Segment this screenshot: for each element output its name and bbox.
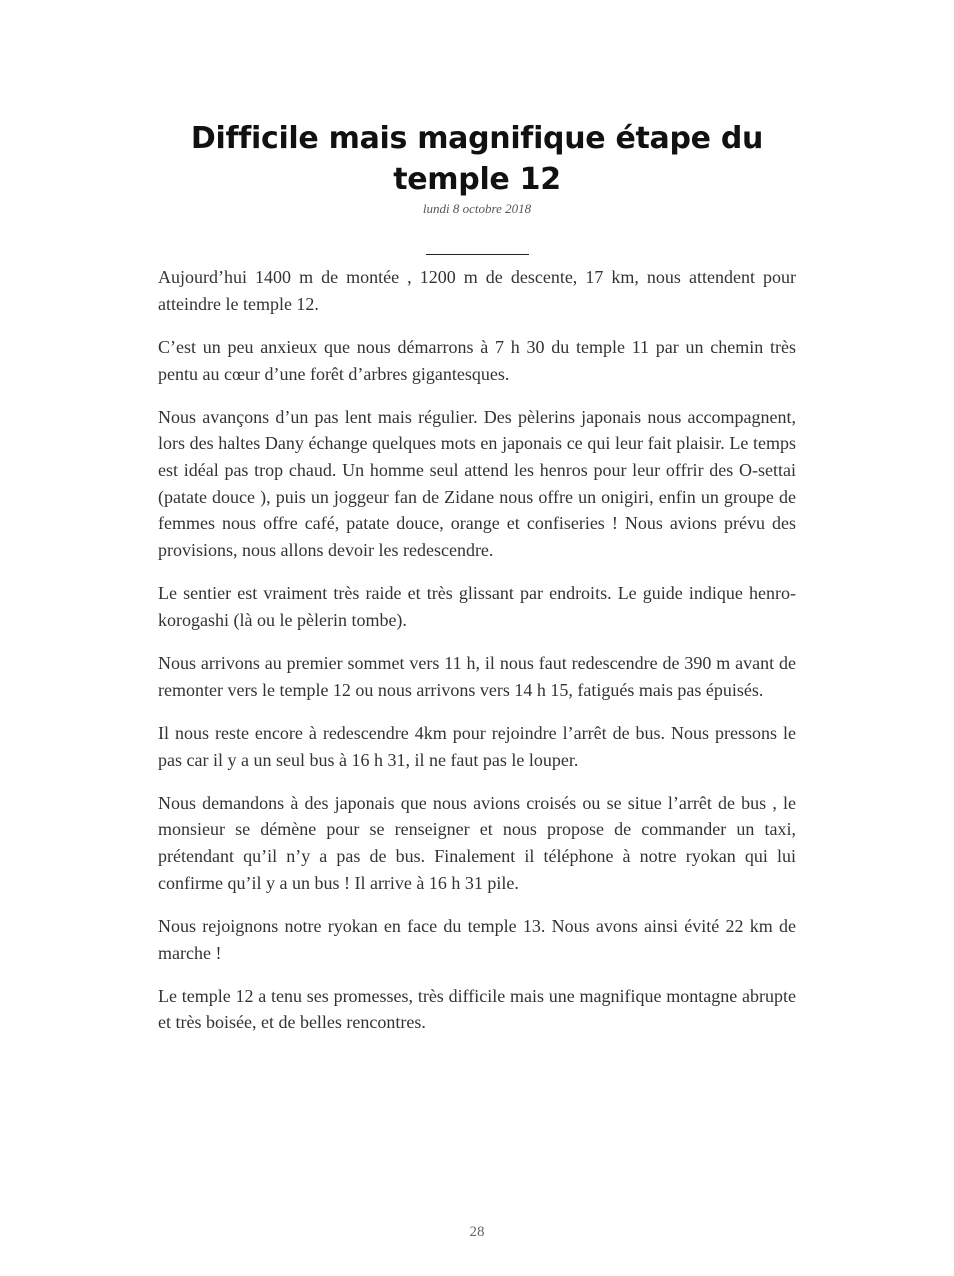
paragraph: Nous arrivons au premier sommet vers 11 h, il nous faut redescendre de 390 m avant de remonter vers le temple 12 ou nous arrivons vers 14 h 15, fatigués mais pas épuisés. [158,653,796,700]
paragraph: Nous rejoignons notre ryokan en face du temple 13. Nous avons ainsi évité 22 km de marche ! [158,915,796,963]
paragraph: Nous avançons d’un pas lent mais régulier. Des pèlerins japonais nous accompagnent, lors des haltes Dany échange quelques mots en japonais ce qui leur fait plaisir. Le temps est idéal pas trop chaud. Un homme seul attend les henros pour leur offrir des O-settai (patate douce ), puis un joggeur fan de Zidane nous offre un onigiri, enfin un groupe de femmes nous offre café, patate douce, orange et confiseries ! Nous avions prévu des provisions, nous allons devoir les redescendre. [158,406,796,561]
title-divider [426,254,529,255]
paragraph: C’est un peu anxieux que nous démarrons à 7 h 30 du temple 11 par un chemin très pentu au cœur d’une forêt d’arbres gigantesques. [158,336,796,384]
paragraph: Aujourd’hui 1400 m de montée , 1200 m de descente, 17 km, nous attendent pour atteindre le temple 12. [158,267,796,314]
page-title: Difficile mais magnifique étape du temple 12 [190,121,764,197]
paragraph: Il nous reste encore à redescendre 4km pour rejoindre l’arrêt de bus. Nous pressons le pas car il y a un seul bus à 16 h 31, il ne faut pas le louper. [158,722,796,770]
paragraph: Nous demandons à des japonais que nous avions croisés ou se situe l’arrêt de bus , le monsieur se démène pour se renseigner et nous propose de commander un taxi, prétendant qu’il n’y a pas de bus. Finalement il téléphone à notre ryokan qui lui confirme qu’il y a un bus ! Il arrive à 16 h 31 pile. [158,792,796,893]
paragraph: Le temple 12 a tenu ses promesses, très difficile mais une magnifique montagne abrupte et très boisée, et de belles rencontres. [158,985,796,1033]
page-number: 28 [469,1224,485,1240]
article-body [158,264,796,1052]
post-date: lundi 8 octobre 2018 [422,201,532,216]
paragraph: Le sentier est vraiment très raide et très glissant par endroits. Le guide indique henro-korogashi (là ou le pèlerin tombe). [158,583,796,630]
